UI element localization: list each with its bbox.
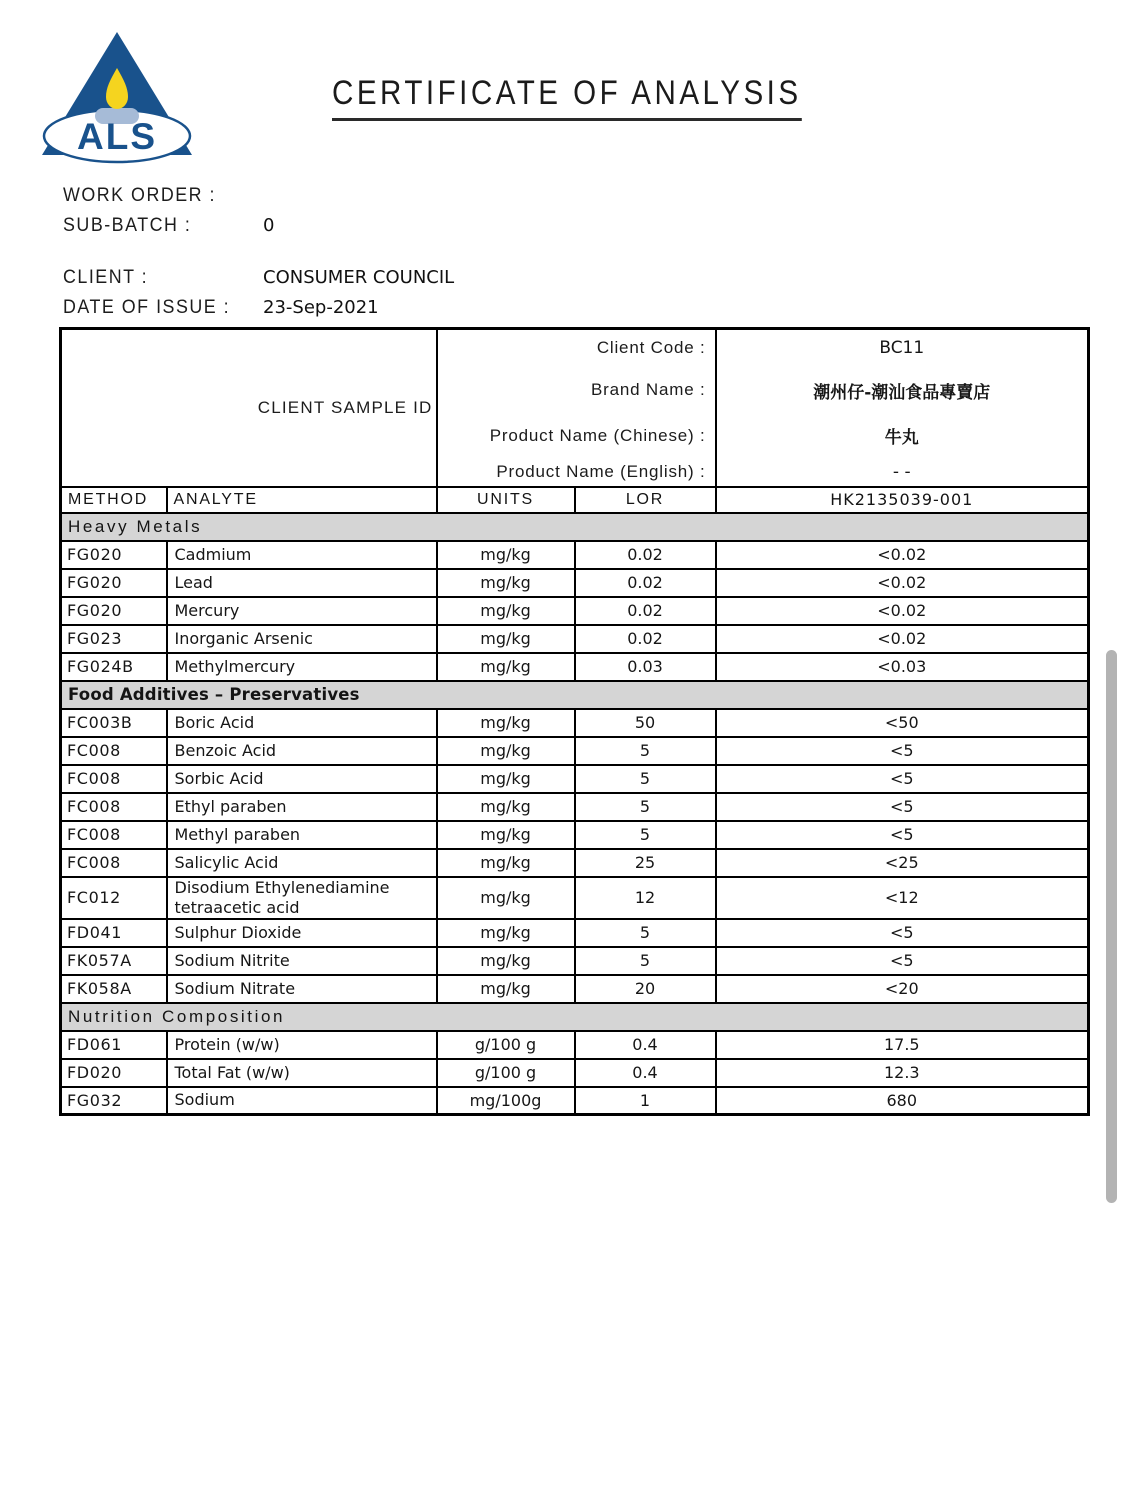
- section-label: Heavy Metals: [61, 513, 1089, 541]
- cell-method: FD061: [61, 1031, 167, 1059]
- column-header-units: UNITS: [437, 487, 575, 513]
- table-row: [61, 541, 1089, 569]
- section-header-row: [61, 681, 1089, 709]
- cell-result: <0.02: [716, 625, 1089, 653]
- cell-lor: 5: [575, 947, 716, 975]
- client-row: [63, 265, 455, 291]
- cell-method: FG020: [61, 569, 167, 597]
- cell-lor: 12: [575, 877, 716, 919]
- column-header-row: [61, 487, 1089, 513]
- date-of-issue-value: 23-Sep-2021: [263, 297, 379, 318]
- cell-result: <5: [716, 947, 1089, 975]
- cell-units: g/100 g: [437, 1059, 575, 1087]
- table-row: [61, 793, 1089, 821]
- table-row: [61, 765, 1089, 793]
- cell-lor: 0.4: [575, 1031, 716, 1059]
- cell-units: mg/kg: [437, 569, 575, 597]
- cell-method: FC008: [61, 821, 167, 849]
- page-title: CERTIFICATE OF ANALYSIS: [332, 74, 802, 121]
- client-value: CONSUMER COUNCIL: [263, 267, 455, 288]
- cell-units: mg/kg: [437, 765, 575, 793]
- product-name-chinese-value: 牛丸: [716, 414, 1089, 458]
- cell-analyte: Sodium Nitrite: [167, 947, 437, 975]
- cell-units: mg/kg: [437, 709, 575, 737]
- cell-lor: 0.02: [575, 541, 716, 569]
- cell-analyte: Sodium: [167, 1087, 437, 1115]
- cell-result: <5: [716, 737, 1089, 765]
- section-label: Food Additives – Preservatives: [61, 681, 1089, 709]
- brand-name-value: 潮州仔-潮汕食品專賣店: [716, 367, 1089, 414]
- cell-result: <0.02: [716, 569, 1089, 597]
- cell-units: mg/kg: [437, 625, 575, 653]
- cell-lor: 1: [575, 1087, 716, 1115]
- sub-batch-row: [63, 213, 275, 239]
- table-row: [61, 919, 1089, 947]
- cell-result: <5: [716, 765, 1089, 793]
- cell-analyte: Sulphur Dioxide: [167, 919, 437, 947]
- cell-method: FD020: [61, 1059, 167, 1087]
- cell-analyte: Inorganic Arsenic: [167, 625, 437, 653]
- cell-method: FK057A: [61, 947, 167, 975]
- table-row: [61, 737, 1089, 765]
- cell-method: FC008: [61, 849, 167, 877]
- cell-method: FC008: [61, 765, 167, 793]
- cell-analyte: Ethyl paraben: [167, 793, 437, 821]
- table-row: [61, 625, 1089, 653]
- table-row: [61, 569, 1089, 597]
- cell-lor: 20: [575, 975, 716, 1003]
- cell-lor: 5: [575, 737, 716, 765]
- table-row: [61, 1031, 1089, 1059]
- cell-method: FG020: [61, 541, 167, 569]
- cell-analyte: Sorbic Acid: [167, 765, 437, 793]
- scrollbar-thumb[interactable]: [1106, 650, 1117, 1203]
- cell-analyte: Protein (w/w): [167, 1031, 437, 1059]
- cell-units: mg/kg: [437, 975, 575, 1003]
- table-row: [61, 1059, 1089, 1087]
- cell-result: <20: [716, 975, 1089, 1003]
- cell-method: FC008: [61, 793, 167, 821]
- section-header-row: [61, 513, 1089, 541]
- cell-method: FG023: [61, 625, 167, 653]
- client-code-value: BC11: [716, 329, 1089, 367]
- table-row: [61, 653, 1089, 681]
- cell-lor: 0.02: [575, 597, 716, 625]
- client-label: CLIENT :: [63, 267, 149, 288]
- sub-batch-label: SUB-BATCH :: [63, 215, 192, 236]
- table-row: [61, 849, 1089, 877]
- cell-method: FG032: [61, 1087, 167, 1115]
- product-name-chinese-label: Product Name (Chinese) :: [437, 414, 716, 458]
- cell-method: FC012: [61, 877, 167, 919]
- table-row: [61, 975, 1089, 1003]
- sample-header-row: [61, 329, 1089, 367]
- product-name-english-label: Product Name (English) :: [437, 458, 716, 487]
- column-header-method: METHOD: [61, 487, 167, 513]
- cell-method: FC008: [61, 737, 167, 765]
- sub-batch-value: 0: [263, 215, 275, 236]
- cell-analyte: Boric Acid: [167, 709, 437, 737]
- cell-lor: 0.02: [575, 569, 716, 597]
- cell-analyte: Total Fat (w/w): [167, 1059, 437, 1087]
- cell-method: FG024B: [61, 653, 167, 681]
- cell-lor: 25: [575, 849, 716, 877]
- cell-analyte: Cadmium: [167, 541, 437, 569]
- work-order-label: WORK ORDER :: [63, 185, 216, 206]
- cell-units: mg/kg: [437, 793, 575, 821]
- column-header-sample-number: HK2135039-001: [716, 487, 1089, 513]
- date-of-issue-label: DATE OF ISSUE :: [63, 297, 231, 318]
- table-row: [61, 821, 1089, 849]
- cell-units: mg/kg: [437, 947, 575, 975]
- cell-analyte: Methyl paraben: [167, 821, 437, 849]
- cell-units: mg/kg: [437, 849, 575, 877]
- cell-method: FK058A: [61, 975, 167, 1003]
- cell-lor: 5: [575, 765, 716, 793]
- cell-lor: 5: [575, 793, 716, 821]
- cell-units: mg/kg: [437, 919, 575, 947]
- cell-units: g/100 g: [437, 1031, 575, 1059]
- table-row: [61, 877, 1089, 919]
- cell-analyte: Mercury: [167, 597, 437, 625]
- column-header-analyte: ANALYTE: [167, 487, 437, 513]
- cell-analyte: Disodium Ethylenediamine tetraacetic acid: [167, 877, 437, 919]
- cell-units: mg/kg: [437, 821, 575, 849]
- cell-units: mg/kg: [437, 737, 575, 765]
- cell-method: FG020: [61, 597, 167, 625]
- cell-units: mg/kg: [437, 541, 575, 569]
- brand-name-label: Brand Name :: [437, 367, 716, 414]
- table-row: [61, 1087, 1089, 1115]
- cell-units: mg/kg: [437, 597, 575, 625]
- als-logo: [38, 28, 196, 170]
- cell-result: 680: [716, 1087, 1089, 1115]
- cell-analyte: Sodium Nitrate: [167, 975, 437, 1003]
- logo-text: ALS: [77, 116, 157, 157]
- cell-analyte: Benzoic Acid: [167, 737, 437, 765]
- cell-result: 17.5: [716, 1031, 1089, 1059]
- cell-analyte: Salicylic Acid: [167, 849, 437, 877]
- cell-units: mg/kg: [437, 877, 575, 919]
- cell-lor: 0.02: [575, 625, 716, 653]
- date-of-issue-row: [63, 295, 379, 321]
- cell-analyte: Methylmercury: [167, 653, 437, 681]
- als-logo-graphic: [38, 28, 196, 170]
- cell-result: <12: [716, 877, 1089, 919]
- section-label: Nutrition Composition: [61, 1003, 1089, 1031]
- cell-method: FD041: [61, 919, 167, 947]
- cell-result: <25: [716, 849, 1089, 877]
- product-name-english-value: - -: [716, 458, 1089, 487]
- cell-lor: 50: [575, 709, 716, 737]
- cell-units: mg/kg: [437, 653, 575, 681]
- cell-result: <5: [716, 821, 1089, 849]
- work-order-row: [63, 183, 226, 209]
- analysis-table: [59, 327, 1090, 1116]
- table-row: [61, 709, 1089, 737]
- cell-lor: 5: [575, 821, 716, 849]
- section-header-row: [61, 1003, 1089, 1031]
- cell-result: <0.02: [716, 541, 1089, 569]
- cell-result: <0.03: [716, 653, 1089, 681]
- cell-lor: 0.03: [575, 653, 716, 681]
- cell-result: <50: [716, 709, 1089, 737]
- cell-analyte: Lead: [167, 569, 437, 597]
- cell-units: mg/100g: [437, 1087, 575, 1115]
- cell-lor: 5: [575, 919, 716, 947]
- cell-lor: 0.4: [575, 1059, 716, 1087]
- table-row: [61, 597, 1089, 625]
- cell-method: FC003B: [61, 709, 167, 737]
- client-sample-id-cell: CLIENT SAMPLE ID: [61, 329, 437, 487]
- cell-result: 12.3: [716, 1059, 1089, 1087]
- column-header-lor: LOR: [575, 487, 716, 513]
- table-row: [61, 947, 1089, 975]
- cell-result: <0.02: [716, 597, 1089, 625]
- client-code-label: Client Code :: [437, 329, 716, 367]
- cell-result: <5: [716, 793, 1089, 821]
- cell-result: <5: [716, 919, 1089, 947]
